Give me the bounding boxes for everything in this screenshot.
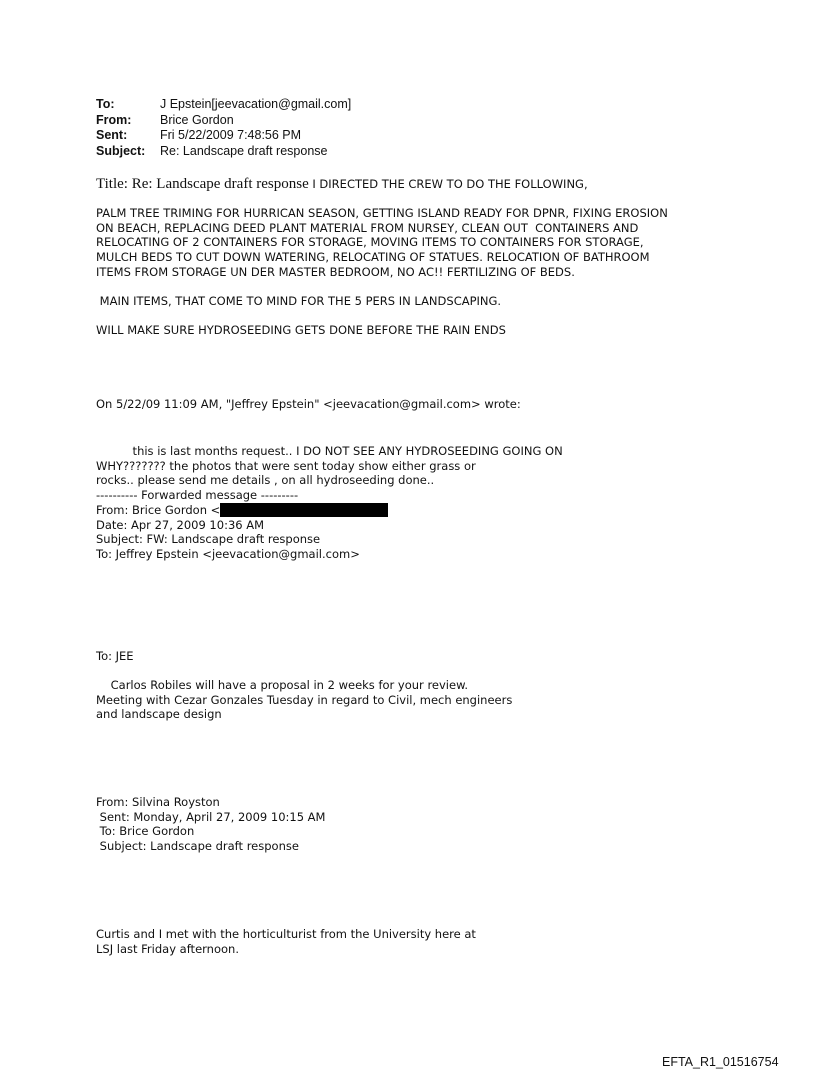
request-line: rocks.. please send me details , on all hydroseeding done.. [96,473,435,488]
jee-line: Meeting with Cezar Gonzales Tuesday in regard to Civil, mech engineers [96,692,513,707]
para-line: ITEMS FROM STORAGE UN DER MASTER BEDROOM, NO AC!! FERTILIZING OF BEDS. [96,264,575,279]
body-title: Title: Re: Landscape draft response [96,176,309,192]
document-id: EFTA_R1_01516754 [662,1055,779,1069]
para-line: PALM TREE TRIMING FOR HURRICAN SEASON, GETTING ISLAND READY FOR DPNR, FIXING EROSION [96,206,668,220]
para-hydroseeding: WILL MAKE SURE HYDROSEEDING GETS DONE BEFORE THE RAIN ENDS [96,323,506,337]
closing-line: LSJ last Friday afternoon. [96,941,239,956]
subject-value: Re: Landscape draft response [160,143,328,158]
body-intro: I DIRECTED THE CREW TO DO THE FOLLOWING, [308,177,588,191]
jee-line: Carlos Robiles will have a proposal in 2 weeks for your review. [96,678,469,692]
subject-label: Subject: [96,143,146,158]
header-to-row [96,97,351,113]
silvina-line: Subject: Landscape draft response [96,839,299,854]
jee-message [96,678,512,722]
para-line: RELOCATING OF 2 CONTAINERS FOR STORAGE, MOVING ITEMS TO CONTAINERS FOR STORAGE, [96,235,644,250]
fwd-subject: Subject: FW: Landscape draft response [96,532,321,547]
from-label: From: [96,112,132,127]
forwarded-divider: ---------- Forwarded message --------- [96,488,299,503]
quoted-request [96,444,563,562]
para-line: ON BEACH, REPLACING DEED PLANT MATERIAL FROM NURSEY, CLEAN OUT CONTAINERS AND [96,220,639,235]
silvina-header [96,795,325,854]
to-label: To: [96,97,115,111]
para-main-items: MAIN ITEMS, THAT COME TO MIND FOR THE 5 PERS IN LANDSCAPING. [96,294,502,308]
para-tasks [96,206,668,280]
to-value: J Epstein[jeevacation@gmail.com] [160,97,352,111]
redaction-bar [220,503,388,517]
silvina-line: Sent: Monday, April 27, 2009 10:15 AM [96,809,326,824]
fwd-date: Date: Apr 27, 2009 10:36 AM [96,517,265,532]
header-sent-row [96,128,351,144]
jee-line: and landscape design [96,707,222,722]
header-subject-row [96,144,351,160]
closing-line: Curtis and I met with the horticulturist from the University here at [96,927,476,941]
request-line: this is last months request.. I DO NOT SEE ANY HYDROSEEDING GOING ON [96,444,563,458]
fwd-to: To: Jeffrey Epstein <jeevacation@gmail.com> [96,546,360,561]
fwd-from: From: Brice Gordon < [96,502,221,517]
from-value: Brice Gordon [160,112,234,127]
closing-message [96,927,476,956]
sent-label: Sent: [96,128,128,142]
body-title-line [96,175,588,193]
email-header [96,97,351,159]
para-line: MULCH BEDS TO CUT DOWN WATERING, RELOCATING OF STATUES. RELOCATION OF BATHROOM [96,250,650,265]
to-jee: To: JEE [96,649,134,663]
header-from-row [96,113,351,129]
silvina-line: From: Silvina Royston [96,795,220,809]
quote-intro: On 5/22/09 11:09 AM, "Jeffrey Epstein" <jeevacation@gmail.com> wrote: [96,397,521,411]
request-line: WHY??????? the photos that were sent today show either grass or [96,458,476,473]
silvina-line: To: Brice Gordon [96,824,195,839]
sent-value: Fri 5/22/2009 7:48:56 PM [160,128,302,142]
